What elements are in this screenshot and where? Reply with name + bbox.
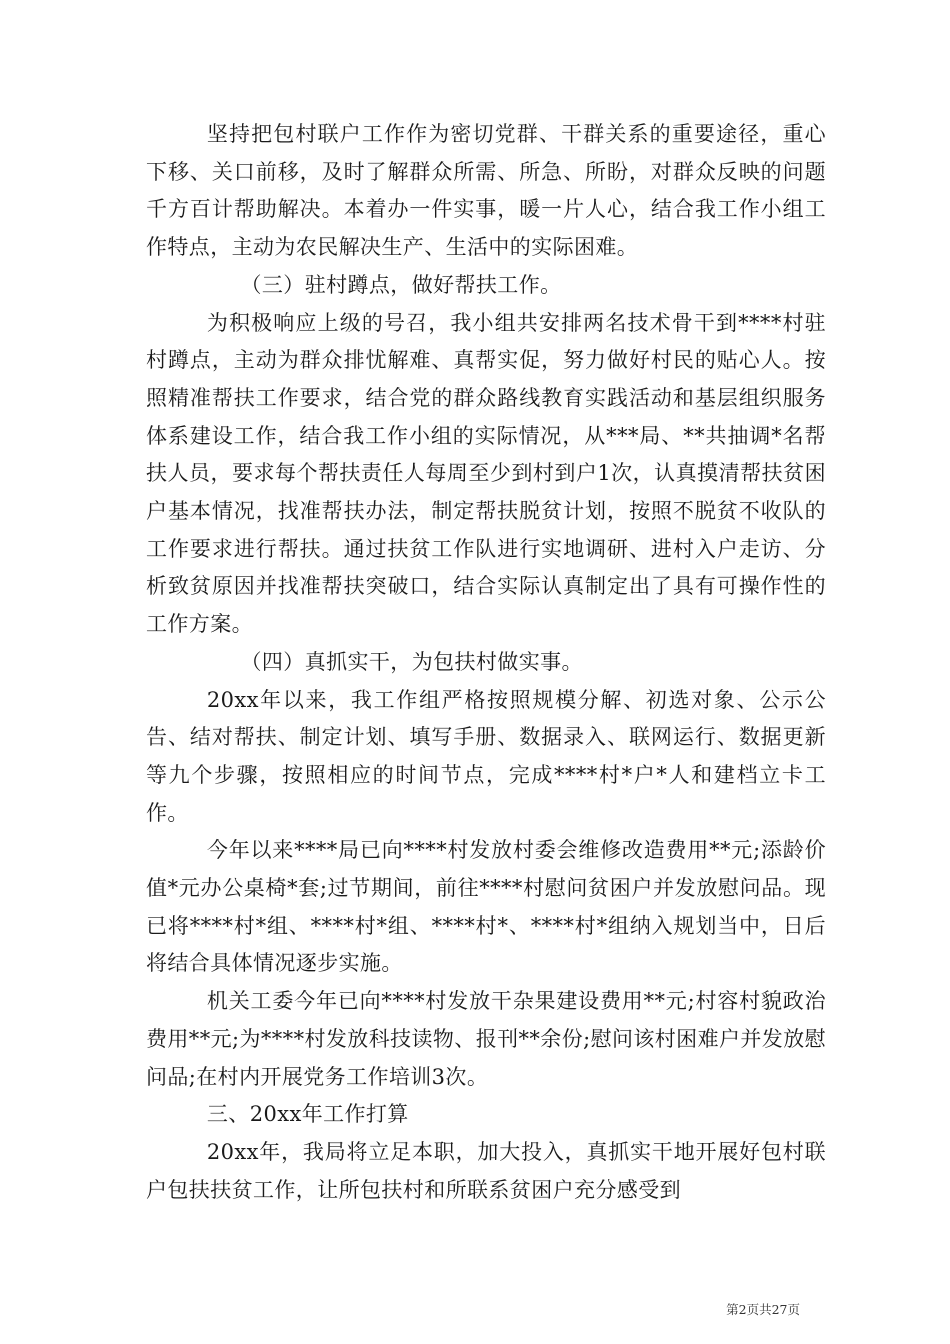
- paragraph-bureau-funds: 今年以来****局已向****村发放村委会维修改造费用**元;添龄价值*元办公桌椅*套;过节期间，前往****村慰问贫困户并发放慰问品。现已将****村*组、****村*组、****村*、****村*组纳入规划当中，日后将结合具体情况逐步实施。: [146, 838, 826, 976]
- section-heading-three: （三）驻村蹲点，做好帮扶工作。: [240, 272, 562, 297]
- paragraph-village-stay: 为积极响应上级的号召，我小组共安排两名技术骨干到****村驻村蹲点，主动为群众排忧解难、真帮实促，努力做好村民的贴心人。按照精准帮扶工作要求，结合党的群众路线教育实践活动和基层组织服务体系建设工作，结合我工作小组的实际情况，从***局、**共抽调*名帮扶人员，要求每个帮扶责任人每周至少到村到户1次，认真摸清帮扶贫困户基本情况，找准帮扶办法，制定帮扶脱贫计划，按照不脱贫不收队的工作要求进行帮扶。通过扶贫工作队进行实地调研、进村入户走访、分析致贫原因并找准帮扶突破口，结合实际认真制定出了具有可操作性的工作方案。: [146, 310, 826, 637]
- page-number-footer: 第2页共27页: [726, 1302, 800, 1317]
- document-body: [146, 116, 826, 1209]
- paragraph-since-20xx: 20xx年以来，我工作组严格按照规模分解、初选对象、公示公告、结对帮扶、制定计划、填写手册、数据录入、联网运行、数据更新等九个步骤，按照相应的时间节点，完成****村*户*人和建档立卡工作。: [146, 687, 826, 825]
- section-heading-plan: 三、20xx年工作打算: [206, 1102, 409, 1127]
- paragraph-contact-households: 坚持把包村联户工作作为密切党群、干群关系的重要途径，重心下移、关口前移，及时了解群众所需、所急、所盼，对群众反映的问题千方百计帮助解决。本着办一件实事，暖一片人心，结合我工作小组工作特点，主动为农民解决生产、生活中的实际困难。: [146, 122, 826, 260]
- paragraph-plan-20xx: 20xx年，我局将立足本职，加大投入，真抓实干地开展好包村联户包扶扶贫工作，让所包扶村和所联系贫困户充分感受到: [146, 1139, 826, 1202]
- section-heading-four: （四）真抓实干，为包扶村做实事。: [240, 649, 583, 674]
- paragraph-work-committee: 机关工委今年已向****村发放干杂果建设费用**元;村容村貌政治费用**元;为****村发放科技读物、报刊**余份;慰问该村困难户并发放慰问品;在村内开展党务工作培训3次。: [146, 989, 826, 1089]
